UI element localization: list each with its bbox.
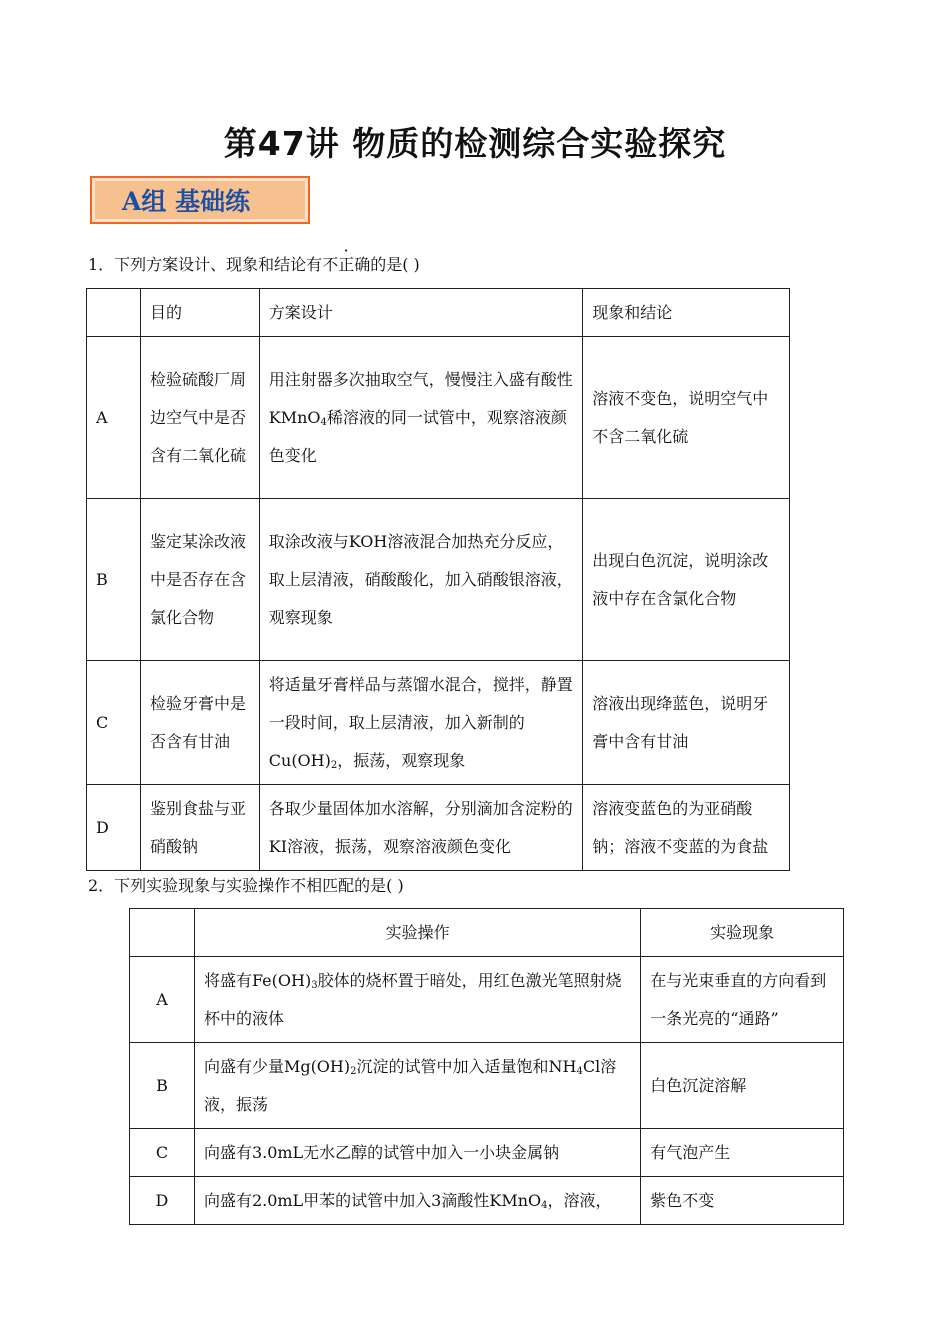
phenomenon-cell: 在与光束垂直的方向看到一条光亮的“通路” bbox=[641, 957, 844, 1043]
operation-cell: 向盛有3.0mL无水乙醇的试管中加入一小块金属钠 bbox=[194, 1129, 640, 1177]
purpose-cell: 鉴定某涂改液中是否存在含氯化合物 bbox=[140, 499, 259, 661]
operation-cell: 向盛有2.0mL甲苯的试管中加入3滴酸性KMnO$_4$，溶液， bbox=[194, 1177, 640, 1225]
table-header-cell: 实验操作 bbox=[194, 909, 640, 957]
table-row bbox=[130, 957, 844, 1043]
table-row bbox=[87, 785, 790, 871]
result-cell: 出现白色沉淀，说明涂改液中存在含氯化合物 bbox=[583, 499, 790, 661]
plan-cell: 各取少量固体加水溶解，分别滴加含淀粉的KI溶液，振荡，观察溶液颜色变化 bbox=[259, 785, 583, 871]
option-label: A bbox=[130, 957, 195, 1043]
phenomenon-cell: 白色沉淀溶解 bbox=[641, 1043, 844, 1129]
option-label: C bbox=[130, 1129, 195, 1177]
plan-cell: 取涂改液与KOH溶液混合加热充分反应，取上层清液，硝酸酸化，加入硝酸银溶液，观察现象 bbox=[259, 499, 583, 661]
table-header-row bbox=[87, 289, 790, 337]
table-row bbox=[87, 337, 790, 499]
option-label: D bbox=[130, 1177, 195, 1225]
table-row bbox=[130, 1177, 844, 1225]
question-1-table bbox=[86, 288, 790, 871]
question-1-text: 1．下列方案设计、现象和结论有不正确的是( ) bbox=[88, 255, 420, 274]
emphasis-text: 不正确 bbox=[322, 255, 371, 274]
phenomenon-cell: 有气泡产生 bbox=[641, 1129, 844, 1177]
operation-cell: 将盛有$Fe(OH)_3$胶体的烧杯置于暗处，用红色激光笔照射烧杯中的液体 bbox=[194, 957, 640, 1043]
option-label: B bbox=[130, 1043, 195, 1129]
group-label-badge bbox=[90, 176, 310, 224]
purpose-cell: 鉴别食盐与亚硝酸钠 bbox=[140, 785, 259, 871]
purpose-cell: 检验牙膏中是否含有甘油 bbox=[140, 661, 259, 785]
phenomenon-cell: 紫色不变 bbox=[641, 1177, 844, 1225]
table-header-cell: 目的 bbox=[140, 289, 259, 337]
table-row bbox=[87, 499, 790, 661]
option-label: A bbox=[87, 337, 141, 499]
table-header-cell bbox=[130, 909, 195, 957]
question-2-table bbox=[129, 908, 844, 1225]
table-row bbox=[130, 1043, 844, 1129]
page-title: 第47讲 物质的检测综合实验探究 bbox=[223, 124, 727, 163]
option-label: B bbox=[87, 499, 141, 661]
operation-cell: 向盛有少量$Mg(OH)_2$沉淀的试管中加入适量饱和$NH_4Cl$溶液，振荡 bbox=[194, 1043, 640, 1129]
option-label: C bbox=[87, 661, 141, 785]
result-cell: 溶液出现绛蓝色，说明牙膏中含有甘油 bbox=[583, 661, 790, 785]
plan-cell: 将适量牙膏样品与蒸馏水混合，搅拌，静置一段时间，取上层清液，加入新制的$Cu(OH)_2$，振荡，观察现象 bbox=[259, 661, 583, 785]
plan-cell: 用注射器多次抽取空气，慢慢注入盛有酸性KMnO$_4$稀溶液的同一试管中，观察溶液颜色变化 bbox=[259, 337, 583, 499]
table-header-cell: 方案设计 bbox=[259, 289, 583, 337]
group-label: A组 基础练 bbox=[122, 187, 251, 216]
purpose-cell: 检验硫酸厂周边空气中是否含有二氧化硫 bbox=[140, 337, 259, 499]
table-header-cell: 现象和结论 bbox=[583, 289, 790, 337]
result-cell: 溶液不变色，说明空气中不含二氧化硫 bbox=[583, 337, 790, 499]
table-row bbox=[130, 1129, 844, 1177]
table-header-cell bbox=[87, 289, 141, 337]
result-cell: 溶液变蓝色的为亚硝酸钠；溶液不变蓝的为食盐 bbox=[583, 785, 790, 871]
option-label: D bbox=[87, 785, 141, 871]
table-row bbox=[87, 661, 790, 785]
table-header-row bbox=[130, 909, 844, 957]
table-header-cell: 实验现象 bbox=[641, 909, 844, 957]
question-2-text: 2．下列实验现象与实验操作不相匹配的是( ) bbox=[88, 876, 404, 895]
